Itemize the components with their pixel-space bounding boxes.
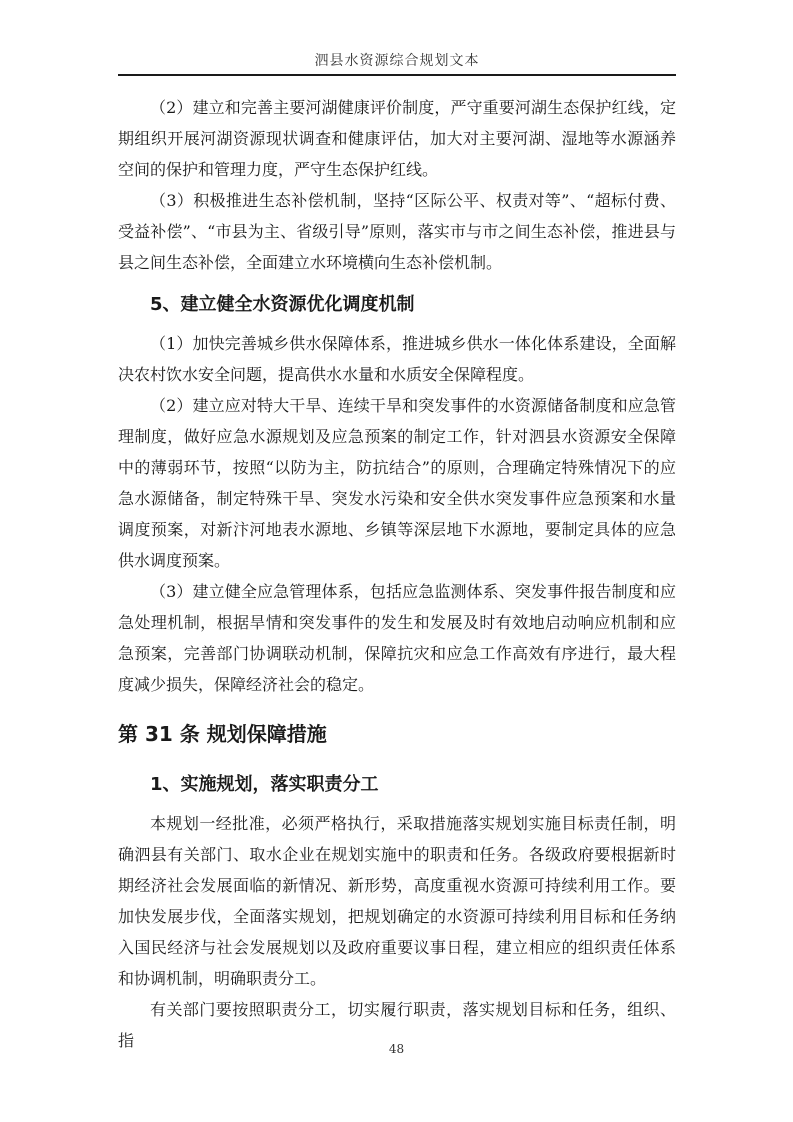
header-rule (118, 74, 676, 76)
paragraph-departments: 有关部门要按照职责分工，切实履行职责，落实规划目标和任务，组织、指 (118, 1000, 676, 1050)
article-heading: 第 31 条 规划保障措施 (118, 722, 327, 746)
paragraph-eco-compensation: （3）积极推进生态补偿机制，坚持“区际公平、权责对等”、“超标付费、受益补偿”、“市县为主、省级引导”原则，落实市与市之间生态补偿，推进县与县之间生态补偿，全面建立水环境横向生态补偿机制。 (118, 191, 676, 272)
document-body (118, 92, 676, 1056)
section-heading-water-dispatch: 5、建立健全水资源优化调度机制 (150, 294, 415, 315)
paragraph-emergency-reserve: （2）建立应对特大干旱、连续干旱和突发事件的水资源储备制度和应急管理制度，做好应急水源规划及应急预案的制定工作，针对泗县水资源安全保障中的薄弱环节，按照“以防为主，防抗结合”的原则，合理确定特殊情况下的应急水源储备，制定特殊干旱、突发水污染和安全供水突发事件应急预案和水量调度预案，对新汴河地表水源地、乡镇等深层地下水源地，要制定具体的应急供水调度预案。 (118, 396, 676, 570)
section-heading-implementation: 1、实施规划，落实职责分工 (150, 774, 379, 795)
paragraph-river-health: （2）建立和完善主要河湖健康评价制度，严守重要河湖生态保护红线，定期组织开展河湖资源现状调查和健康评估，加大对主要河湖、湿地等水源涵养空间的保护和管理力度，严守生态保护红线。 (118, 98, 676, 179)
paragraph-water-supply: （1）加快完善城乡供水保障体系，推进城乡供水一体化体系建设，全面解决农村饮水安全问题，提高供水水量和水质安全保障程度。 (118, 334, 676, 384)
paragraph-emergency-management: （3）建立健全应急管理体系，包括应急监测体系、突发事件报告制度和应急处理机制，根据旱情和突发事件的发生和发展及时有效地启动响应机制和应急预案，完善部门协调联动机制，保障抗灾和应急工作高效有序进行，最大程度减少损失，保障经济社会的稳定。 (118, 582, 676, 694)
paragraph-plan-execution: 本规划一经批准，必须严格执行，采取措施落实规划实施目标责任制，明确泗县有关部门、取水企业在规划实施中的职责和任务。各级政府要根据新时期经济社会发展面临的新情况、新形势，高度重视水资源可持续利用工作。要加快发展步伐，全面落实规划，把规划确定的水资源可持续利用目标和任务纳入国民经济与社会发展规划以及政府重要议事日程，建立相应的组织责任体系和协调机制，明确职责分工。 (118, 814, 676, 988)
running-header: 泗县水资源综合规划文本 (314, 53, 480, 69)
page-number: 48 (388, 1042, 405, 1056)
